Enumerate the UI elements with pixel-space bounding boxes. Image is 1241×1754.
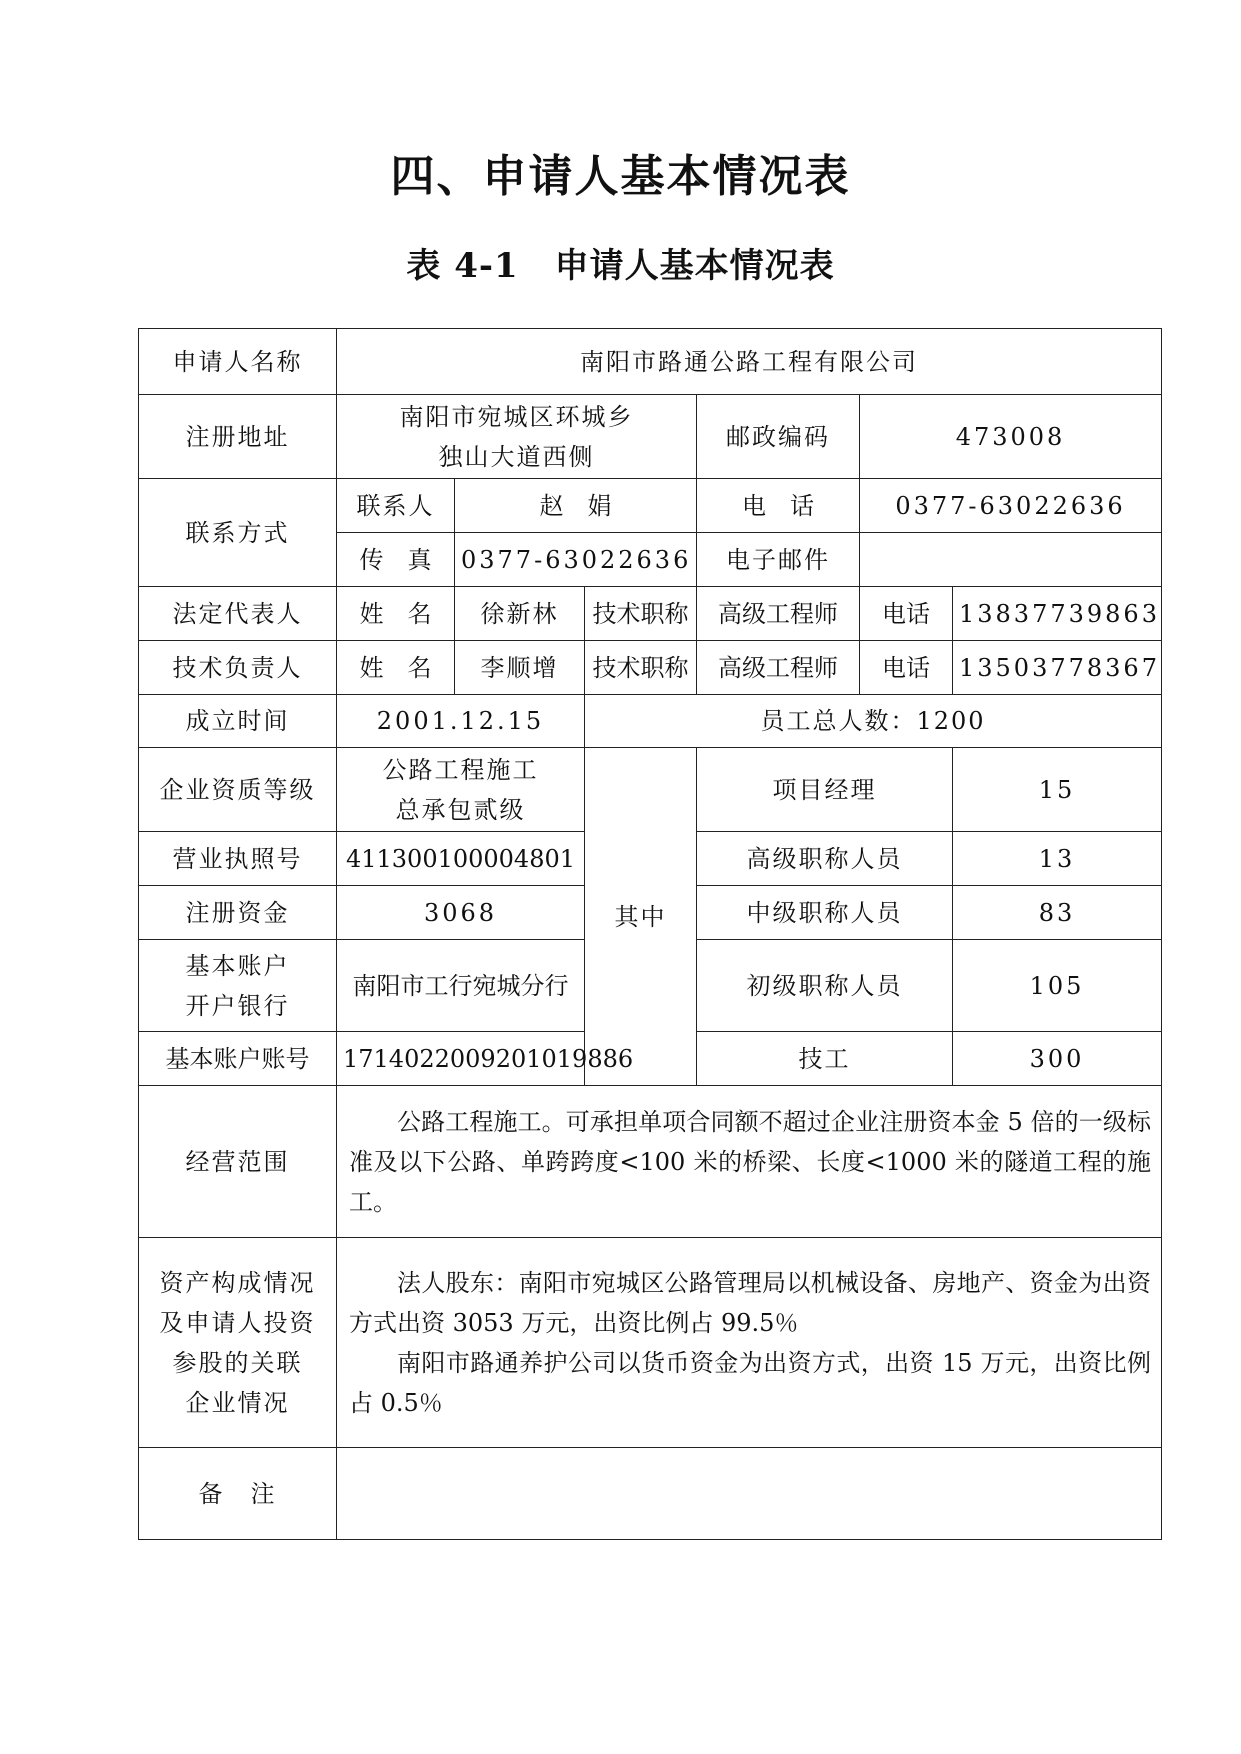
contact-person-label: 联系人 [337, 479, 455, 533]
address-value [337, 395, 697, 479]
staff-label-3: 初级职称人员 [697, 940, 953, 1032]
table-caption [0, 238, 1241, 287]
tech-lead-phone-label: 电话 [860, 641, 953, 695]
qualification-label: 企业资质等级 [139, 748, 337, 832]
table-number: 表 4-1 [406, 246, 519, 286]
legal-rep-phone-label: 电话 [860, 587, 953, 641]
qualification-line-2: 总承包贰级 [395, 795, 526, 824]
fax-value: 0377-63022636 [455, 533, 697, 587]
table-row [139, 479, 1162, 533]
tech-lead-phone-value: 13503778367 [953, 641, 1162, 695]
qualification-value [337, 748, 585, 832]
assets-label-line-2: 及申请人投资 [159, 1308, 316, 1337]
postcode-value: 473008 [860, 395, 1162, 479]
contact-person-value: 赵 娟 [455, 479, 697, 533]
tech-lead-label: 技术负责人 [139, 641, 337, 695]
assets-value [337, 1238, 1162, 1448]
table-row [139, 1238, 1162, 1448]
staff-total: 员工总人数：1200 [585, 695, 1162, 748]
applicant-name-value: 南阳市路通公路工程有限公司 [337, 329, 1162, 395]
founded-value: 2001.12.15 [337, 695, 585, 748]
bank-value: 南阳市工行宛城分行 [337, 940, 585, 1032]
license-value: 411300100004801 [337, 832, 585, 886]
staff-value-0: 15 [953, 748, 1162, 832]
tech-lead-name-label: 姓 名 [337, 641, 455, 695]
table-row [139, 641, 1162, 695]
fax-label: 传 真 [337, 533, 455, 587]
table-row [139, 587, 1162, 641]
assets-label [139, 1238, 337, 1448]
applicant-info-table [138, 328, 1162, 1540]
tech-lead-title-label: 技术职称 [585, 641, 697, 695]
table-row [139, 748, 1162, 832]
account-value: 1714022009201019886 [337, 1032, 585, 1086]
assets-para-2: 南阳市路通养护公司以货币资金为出资方式，出资 15 万元，出资比例占 0.5％ [349, 1348, 1151, 1417]
legal-rep-name-label: 姓 名 [337, 587, 455, 641]
qualification-line-1: 公路工程施工 [382, 755, 539, 784]
scope-value [337, 1086, 1162, 1238]
scope-label: 经营范围 [139, 1086, 337, 1238]
applicant-name-label: 申请人名称 [139, 329, 337, 395]
among-label: 其中 [585, 748, 697, 1086]
table-row [139, 1086, 1162, 1238]
contact-label: 联系方式 [139, 479, 337, 587]
table-row [139, 1448, 1162, 1540]
table-row [139, 329, 1162, 395]
assets-label-line-1: 资产构成情况 [159, 1268, 316, 1297]
postcode-label: 邮政编码 [697, 395, 860, 479]
bank-label-line-2: 开户银行 [185, 991, 290, 1020]
email-label: 电子邮件 [697, 533, 860, 587]
address-line-2: 独山大道西侧 [438, 442, 595, 471]
assets-para-1: 法人股东：南阳市宛城区公路管理局以机械设备、房地产、资金为出资方式出资 3053 万元，出资比例占 99.5％ [349, 1268, 1151, 1337]
account-label: 基本账户账号 [139, 1032, 337, 1086]
legal-rep-phone-value: 13837739863 [953, 587, 1162, 641]
table-row [139, 695, 1162, 748]
bank-label [139, 940, 337, 1032]
staff-value-4: 300 [953, 1032, 1162, 1086]
staff-label-0: 项目经理 [697, 748, 953, 832]
email-value [860, 533, 1162, 587]
staff-label-1: 高级职称人员 [697, 832, 953, 886]
page-title: 四、申请人基本情况表 [390, 151, 851, 202]
bank-label-line-1: 基本账户 [185, 951, 290, 980]
license-label: 营业执照号 [139, 832, 337, 886]
address-label: 注册地址 [139, 395, 337, 479]
tech-lead-title-value: 高级工程师 [697, 641, 860, 695]
contact-phone-value: 0377-63022636 [860, 479, 1162, 533]
capital-label: 注册资金 [139, 886, 337, 940]
legal-rep-title-value: 高级工程师 [697, 587, 860, 641]
assets-label-line-3: 参股的关联 [172, 1348, 303, 1377]
contact-phone-label: 电 话 [697, 479, 860, 533]
legal-rep-label: 法定代表人 [139, 587, 337, 641]
staff-value-1: 13 [953, 832, 1162, 886]
tech-lead-name-value: 李顺增 [455, 641, 585, 695]
legal-rep-title-label: 技术职称 [585, 587, 697, 641]
scope-text: 公路工程施工。可承担单项合同额不超过企业注册资本金 5 倍的一级标准及以下公路、单跨跨度<100 米的桥梁、长度<1000 米的隧道工程的施工。 [349, 1107, 1151, 1216]
address-line-1: 南阳市宛城区环城乡 [399, 402, 634, 431]
assets-label-line-4: 企业情况 [185, 1388, 290, 1417]
table-name: 申请人基本情况表 [554, 246, 835, 286]
staff-value-3: 105 [953, 940, 1162, 1032]
founded-label: 成立时间 [139, 695, 337, 748]
legal-rep-name-value: 徐新林 [455, 587, 585, 641]
staff-label-2: 中级职称人员 [697, 886, 953, 940]
staff-value-2: 83 [953, 886, 1162, 940]
remarks-value [337, 1448, 1162, 1540]
remarks-label: 备 注 [139, 1448, 337, 1540]
capital-value: 3068 [337, 886, 585, 940]
table-row [139, 395, 1162, 479]
staff-label-4: 技工 [697, 1032, 953, 1086]
